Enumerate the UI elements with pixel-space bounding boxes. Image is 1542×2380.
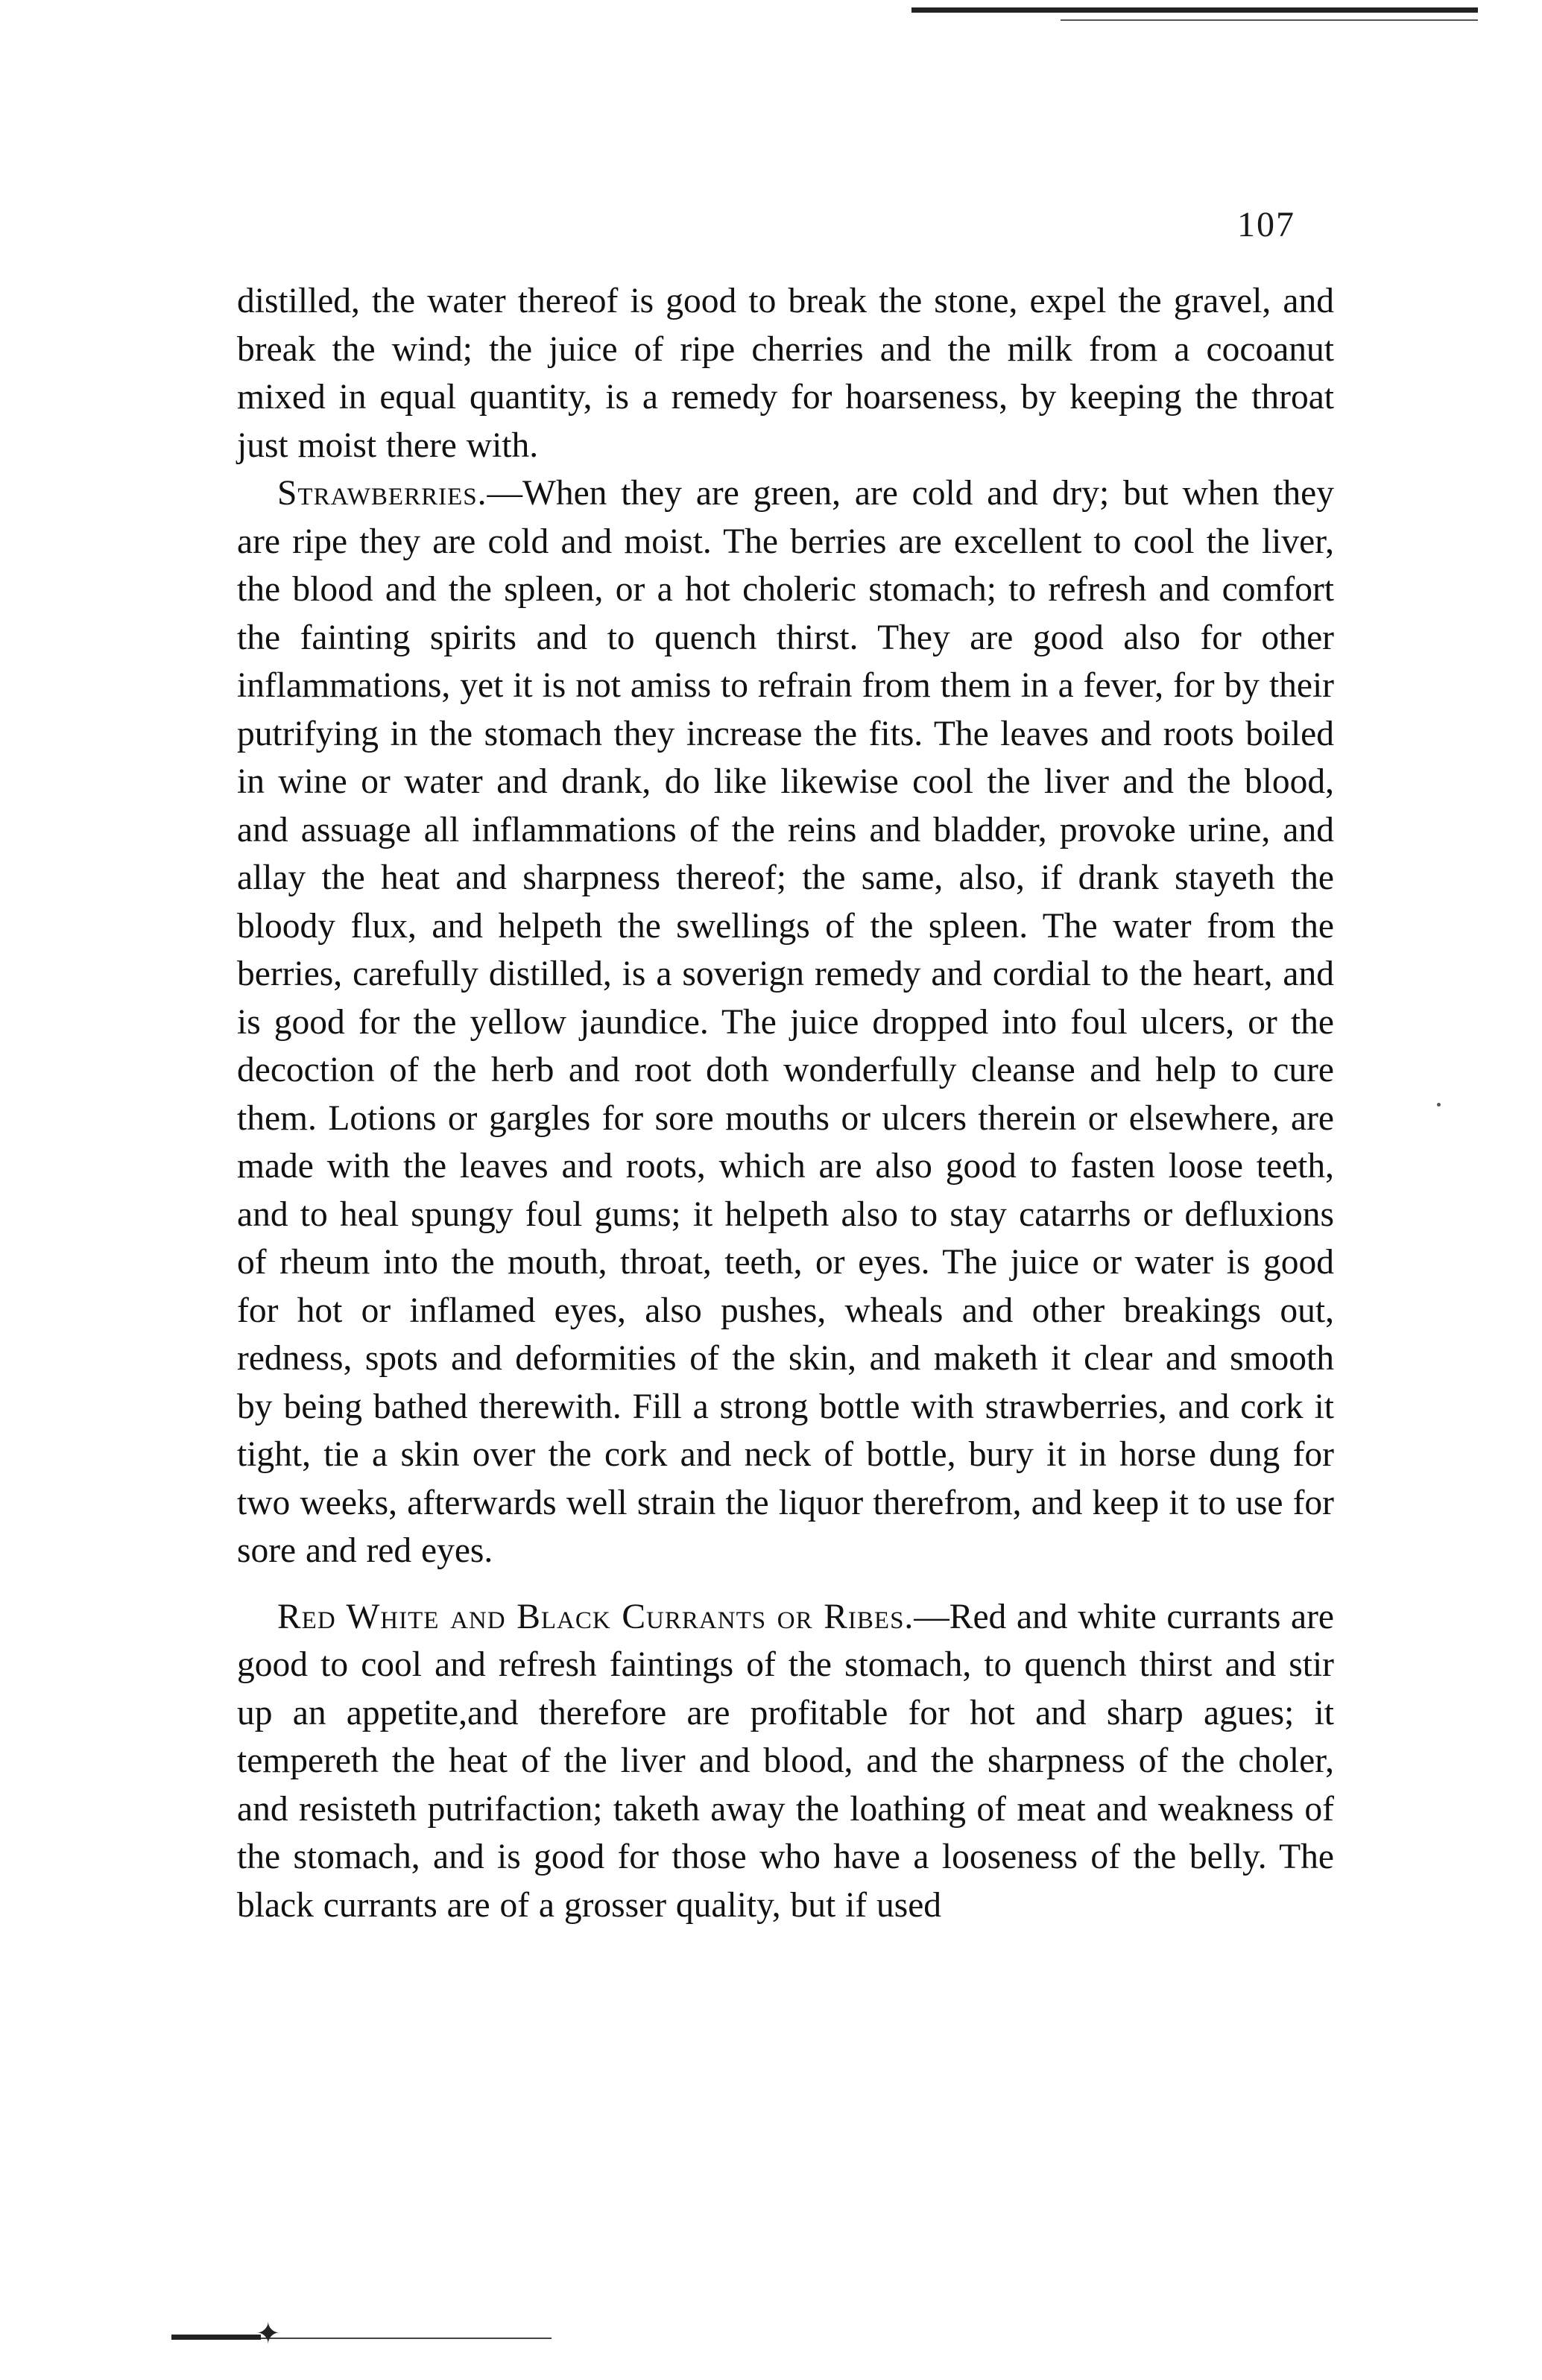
strawberries-heading: Strawberries. (277, 474, 487, 513)
top-rule-thin (1061, 19, 1478, 21)
strawberries-body: —When they are green, are cold and dry; but when they are ripe they are cold and moist. The berries are excellent to cool the liver, the blood and the spleen, or a hot choleric stomach; to refresh and comfort the fainting spirits and to quench thirst. They are good also for other inflammations, yet it is not amiss to refrain from them in a fever, for by their putrifying in the stomach they increase the fits. The leaves and roots boiled in wine or water and drank, do like likewise cool the liver and the blood, and assuage all inflammations of the reins and bladder, provoke urine, and allay the heat and sharpness thereof; the same, also, if drank stayeth the bloody flux, and helpeth the swellings of the spleen. The water from the berries, carefully distilled, is a soverign remedy and cordial to the heart, and is good for the yellow jaundice. The juice dropped into foul ulcers, or the decoction of the herb and root doth wonderfully cleanse and help to cure them. Lotions or gargles for sore mouths or ulcers therein or elsewhere, are made with the leaves and roots, which are also good to fasten loose teeth, and to heal spungy foul gums; it helpeth also to stay catarrhs or defluxions of rheum into the mouth, throat, teeth, or eyes. The juice or water is good for hot or inflamed eyes, also pushes, wheals and other breakings out, redness, spots and deformities of the skin, and maketh it clear and smooth by being bathed therewith. Fill a strong bottle with strawberries, and cork it tight, tie a skin over the cork and neck of bottle, bury it in horse dung for two weeks, afterwards well strain the liquor therefrom, and keep it to use for sore and red eyes. (237, 474, 1334, 1570)
body-text (237, 277, 1334, 1929)
bottom-rule (171, 2335, 261, 2340)
page-number: 107 (1237, 205, 1295, 244)
paragraph-continuation: distilled, the water thereof is good to break the stone, expel the gravel, and break the wind; the juice of ripe cherries and the milk from a cocoanut mixed in equal quantity, is a remedy for hoarseness, by keeping the throat just moist there with. (237, 282, 1334, 465)
currants-heading: Red White and Black Currants or Ribes. (277, 1597, 914, 1636)
bottom-rule-thin (261, 2338, 552, 2339)
stray-mark (1437, 1103, 1441, 1107)
printer-mark-icon: ✦ (256, 2317, 281, 2350)
currants-paragraph (237, 1593, 1334, 1930)
top-rule (911, 7, 1478, 13)
strawberries-paragraph (237, 469, 1334, 1575)
currants-body: —Red and white currants are good to cool and refresh faintings of the stomach, to quench thirst and stir up an appetite,and therefore are profitable for hot and sharp agues; it tempereth the heat of the liver and blood, and the sharpness of the choler, and resisteth putrifaction; taketh away the loathing of meat and weakness of the stomach, and is good for those who have a looseness of the belly. The black currants are of a grosser quality, but if used (237, 1597, 1334, 1925)
